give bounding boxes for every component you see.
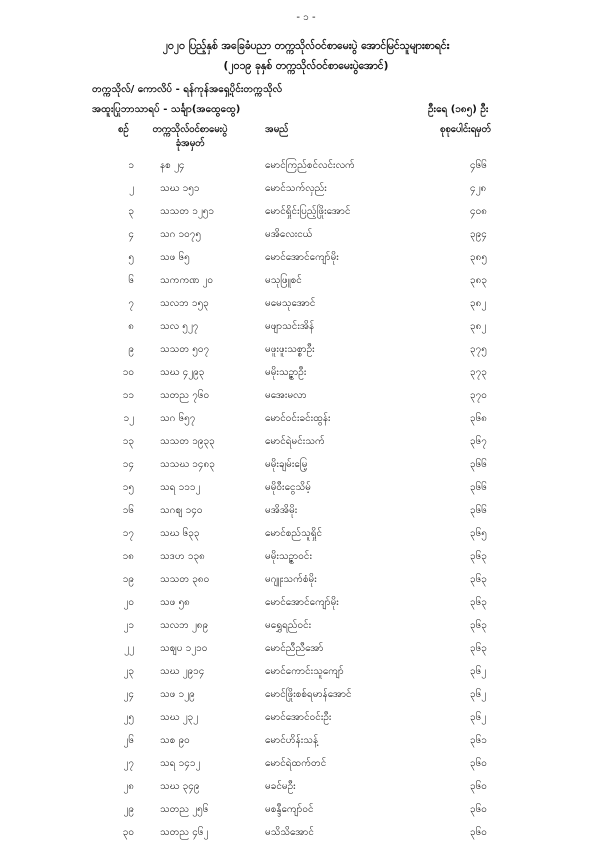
- row-name: မမိုးသဉ္ဇာဝင်း: [265, 551, 312, 562]
- table-row: [0, 545, 612, 568]
- row-registration: သဃ ၆၃၃: [160, 528, 200, 539]
- table-row: [0, 637, 612, 660]
- document-subtitle: (၂၀၁၉ ခုနှစ် တက္ကသိုလ်ဝင်စာမေးပွဲအောင်): [223, 60, 389, 72]
- row-total: ၄၂၈: [470, 183, 487, 194]
- row-name: မောင်စည်သူရှိုင်: [265, 528, 323, 539]
- row-name: မောင်သက်လှည်း: [265, 183, 327, 194]
- row-name: မအေးမလာ: [265, 390, 307, 401]
- row-registration: သဖ ၅၈: [160, 597, 190, 608]
- row-registration: သဂဈ ၁၄၀: [160, 505, 203, 516]
- row-total: ၃၆၃: [470, 597, 487, 608]
- table-row: [0, 177, 612, 200]
- header-name: အမည်: [265, 124, 289, 135]
- row-name: မရွှေရည်ဝင်း: [265, 620, 312, 631]
- page-number: - ၁ -: [296, 12, 316, 23]
- row-name: မောင်ကြည်စင်လင်းလက်: [265, 160, 355, 171]
- row-number: ၂၆: [123, 735, 134, 746]
- row-name: မမိုးသဉ္ဇာဦး: [265, 367, 307, 378]
- row-total: ၃၆၂: [470, 712, 487, 723]
- row-registration: သဖ ၆၅: [160, 252, 190, 263]
- row-registration: သရ ၁၁၁၂: [160, 482, 201, 493]
- table-row: [0, 821, 612, 844]
- document-title: ၂၀၂၀ ပြည့်နှစ် အခြေခံပညာ တက္ကသိုလ်ဝင်စာမေးပွဲ အောင်မြင်သူများစာရင်း: [162, 40, 450, 52]
- table-row: [0, 476, 612, 499]
- row-registration: သစ ၉၀: [160, 735, 190, 746]
- header-total: စုစုပေါင်းရမှတ်: [440, 124, 491, 135]
- row-number: ၂: [129, 183, 134, 194]
- row-total: ၃၆၈: [470, 413, 487, 424]
- row-registration: သဈပ ၁၂၁၀: [160, 643, 208, 654]
- row-number: ၉: [128, 344, 134, 355]
- row-registration: သဒဟ ၁၃၈: [160, 551, 205, 562]
- header-registration-line1: တက္ကသိုလ်ဝင်စာမေးပွဲ: [152, 124, 228, 135]
- row-total: ၃၆၆: [470, 482, 487, 493]
- row-name: မခင်မဦး: [265, 781, 296, 792]
- row-total: ၃၆၃: [470, 643, 487, 654]
- row-name: မအိအိမိုး: [265, 505, 298, 516]
- row-number: ၁၈: [122, 551, 134, 562]
- row-total: ၃၆၆: [470, 459, 487, 470]
- row-number: ၁၄: [122, 459, 134, 470]
- row-number: ၁၀: [122, 367, 134, 378]
- row-name: မမိုဝီးငွေသိမ့်: [265, 482, 311, 493]
- row-total: ၃၆၆: [470, 505, 487, 516]
- row-registration: သလ ၅၂၇: [160, 321, 199, 332]
- row-total: ၃၈၂: [470, 298, 487, 309]
- table-row: [0, 706, 612, 729]
- row-registration: သဃ ၂၉၁၄: [160, 666, 205, 677]
- row-registration: သဂ ၆၅၇: [160, 413, 196, 424]
- row-registration: သတည ၄၆၂: [160, 827, 209, 838]
- row-total: ၃၈၅: [470, 252, 487, 263]
- row-name: မမေသုအောင်: [265, 298, 316, 309]
- header-no: စဉ်: [118, 124, 129, 135]
- row-name: မောင်ရဲမင်းသက်: [265, 436, 325, 447]
- table-row: [0, 660, 612, 683]
- row-number: ၂၈: [123, 781, 134, 792]
- row-number: ၃၀: [122, 827, 134, 838]
- row-registration: သသဃ ၁၄၈၃: [160, 459, 215, 470]
- row-registration: သလဘ ၂၈၉: [160, 620, 209, 631]
- row-registration: သသတ ၃၈၀: [160, 574, 210, 585]
- row-registration: သကကဏ ၂၀: [160, 275, 214, 286]
- count-line: ဦးရေ (၁၈၅) ဦး: [428, 104, 489, 115]
- row-number: ၂၂: [124, 643, 134, 654]
- row-total: ၃၆၃: [470, 620, 487, 631]
- table-row: [0, 798, 612, 821]
- row-total: ၃၆၂: [470, 666, 487, 677]
- row-number: ၂၁: [123, 620, 134, 631]
- table-row: [0, 683, 612, 706]
- row-number: ၁၅: [122, 482, 134, 493]
- row-total: ၃၆၀: [470, 758, 487, 769]
- table-row: [0, 729, 612, 752]
- row-name: မဖူးဖူးသစ္စာဦး: [265, 344, 315, 355]
- table-row: [0, 315, 612, 338]
- table-row: [0, 453, 612, 476]
- table-row: [0, 499, 612, 522]
- row-registration: သသတ ၁၂၅၁: [160, 206, 215, 217]
- row-total: ၃၇၃: [470, 367, 487, 378]
- row-total: ၃၆၂: [470, 689, 487, 700]
- row-name: မသိသိအောင်: [265, 827, 314, 838]
- table-row: [0, 200, 612, 223]
- row-number: ၁၁: [122, 390, 134, 401]
- table-row: [0, 568, 612, 591]
- row-total: ၃၆၀: [470, 804, 487, 815]
- table-row: [0, 614, 612, 637]
- row-number: ၂၀: [123, 597, 134, 608]
- row-registration: သဃ ၄၂၉၃: [160, 367, 205, 378]
- table-row: [0, 430, 612, 453]
- row-number: ၆: [128, 275, 134, 286]
- row-total: ၃၆၀: [470, 781, 487, 792]
- major-line: အထူးပြုဘာသာရပ် - သင်္ချာ(အထွေထွေ): [92, 104, 241, 115]
- row-total: ၄၆၆: [470, 160, 487, 171]
- results-table: [0, 154, 612, 844]
- row-total: ၃၆၅: [470, 528, 487, 539]
- row-total: ၃၇၅: [470, 344, 487, 355]
- row-number: ၂၉: [123, 804, 134, 815]
- row-number: ၁၂: [123, 413, 134, 424]
- table-row: [0, 269, 612, 292]
- row-number: ၅: [128, 252, 134, 263]
- row-registration: သတည ၇၆၀: [160, 390, 210, 401]
- row-registration: သဃ ၁၅၁: [160, 183, 200, 194]
- row-registration: သသတ ၁၉၃၃: [160, 436, 215, 447]
- row-number: ၂၇: [123, 758, 134, 769]
- table-row: [0, 223, 612, 246]
- row-number: ၈: [128, 321, 134, 332]
- table-row: [0, 154, 612, 177]
- row-name: မောင်အောင်ဝင်းဦး: [265, 712, 332, 723]
- row-total: ၃၆၁: [470, 735, 487, 746]
- row-number: ၄: [128, 229, 134, 240]
- university-line: တက္ကသိုလ်/ ကောလိပ် - ရန်ကုန်အရှေ့ပိုင်းတက္ကသိုလ်: [92, 84, 282, 95]
- table-row: [0, 384, 612, 407]
- row-number: ၃: [128, 206, 134, 217]
- row-name: မောင်ညီညီအော်: [265, 643, 324, 654]
- row-number: ၇: [128, 298, 134, 309]
- row-name: မောင်ဖြိုးစစ်ရမာန်အောင်: [265, 689, 352, 700]
- row-name: မအိလေးငယ်: [265, 229, 313, 240]
- row-number: ၁၃: [122, 436, 134, 447]
- row-total: ၃၆၃: [470, 551, 487, 562]
- row-name: မမိုးချမ်းမြေ့: [265, 459, 308, 470]
- row-name: မောင်ကောင်းသူကျော်: [265, 666, 344, 677]
- row-name: မဂျူးသက်စံမိုး: [265, 574, 317, 585]
- row-name: မောင်အောင်ကျော်မိုး: [265, 252, 339, 263]
- table-row: [0, 752, 612, 775]
- row-total: ၃၆၃: [470, 574, 487, 585]
- row-total: ၃၉၄: [470, 229, 487, 240]
- row-registration: သဖ ၁၂၉: [160, 689, 195, 700]
- row-name: မောင်ရဲထက်တင်: [265, 758, 327, 769]
- header-registration-line2: ခုံအမှတ်: [175, 138, 205, 149]
- row-total: ၃၆၀: [470, 827, 487, 838]
- row-name: မောင်ဟိန်းသန့်: [265, 735, 319, 746]
- table-row: [0, 338, 612, 361]
- row-number: ၁၆: [122, 505, 134, 516]
- row-number: ၂၃: [123, 666, 134, 677]
- row-registration: သဂ ၁၀၇၅: [160, 229, 202, 240]
- table-row: [0, 522, 612, 545]
- table-row: [0, 246, 612, 269]
- row-number: ၁၉: [122, 574, 134, 585]
- row-total: ၄၀၈: [470, 206, 487, 217]
- row-name: မဖျာသင်းအိန်: [265, 321, 315, 332]
- row-name: မောင်အောင်ကျော်မိုး: [265, 597, 339, 608]
- row-name: မောင်ရှိုင်းပြည့်ဖြိုးအောင်: [265, 206, 351, 217]
- row-name: မစန္ဒီကျော်ဝင်: [265, 804, 314, 815]
- row-registration: သဃ ၂၃၂: [160, 712, 199, 723]
- table-row: [0, 361, 612, 384]
- row-total: ၃၆၇: [470, 436, 487, 447]
- row-registration: သရ ၁၄၁၂: [160, 758, 201, 769]
- row-number: ၁: [128, 160, 134, 171]
- row-number: ၂၄: [123, 689, 134, 700]
- row-total: ၃၈၂: [470, 321, 487, 332]
- table-row: [0, 591, 612, 614]
- header-registration: [135, 123, 245, 151]
- row-name: မသုဖြူစင်: [265, 275, 302, 286]
- row-registration: နစ ၂၄: [160, 160, 185, 171]
- row-number: ၂၅: [123, 712, 134, 723]
- row-registration: သတည ၂၅၆: [160, 804, 209, 815]
- row-number: ၁၇: [122, 528, 134, 539]
- row-registration: သသတ ၅၀၇: [160, 344, 210, 355]
- table-row: [0, 407, 612, 430]
- row-total: ၃၇၀: [470, 390, 487, 401]
- row-name: မောင်ဝင်းခင်းထွန်း: [265, 413, 331, 424]
- row-total: ၃၈၃: [470, 275, 487, 286]
- table-row: [0, 775, 612, 798]
- row-registration: သဃ ၃၄၉: [160, 781, 200, 792]
- row-registration: သလဘ ၁၅၃: [160, 298, 209, 309]
- table-row: [0, 292, 612, 315]
